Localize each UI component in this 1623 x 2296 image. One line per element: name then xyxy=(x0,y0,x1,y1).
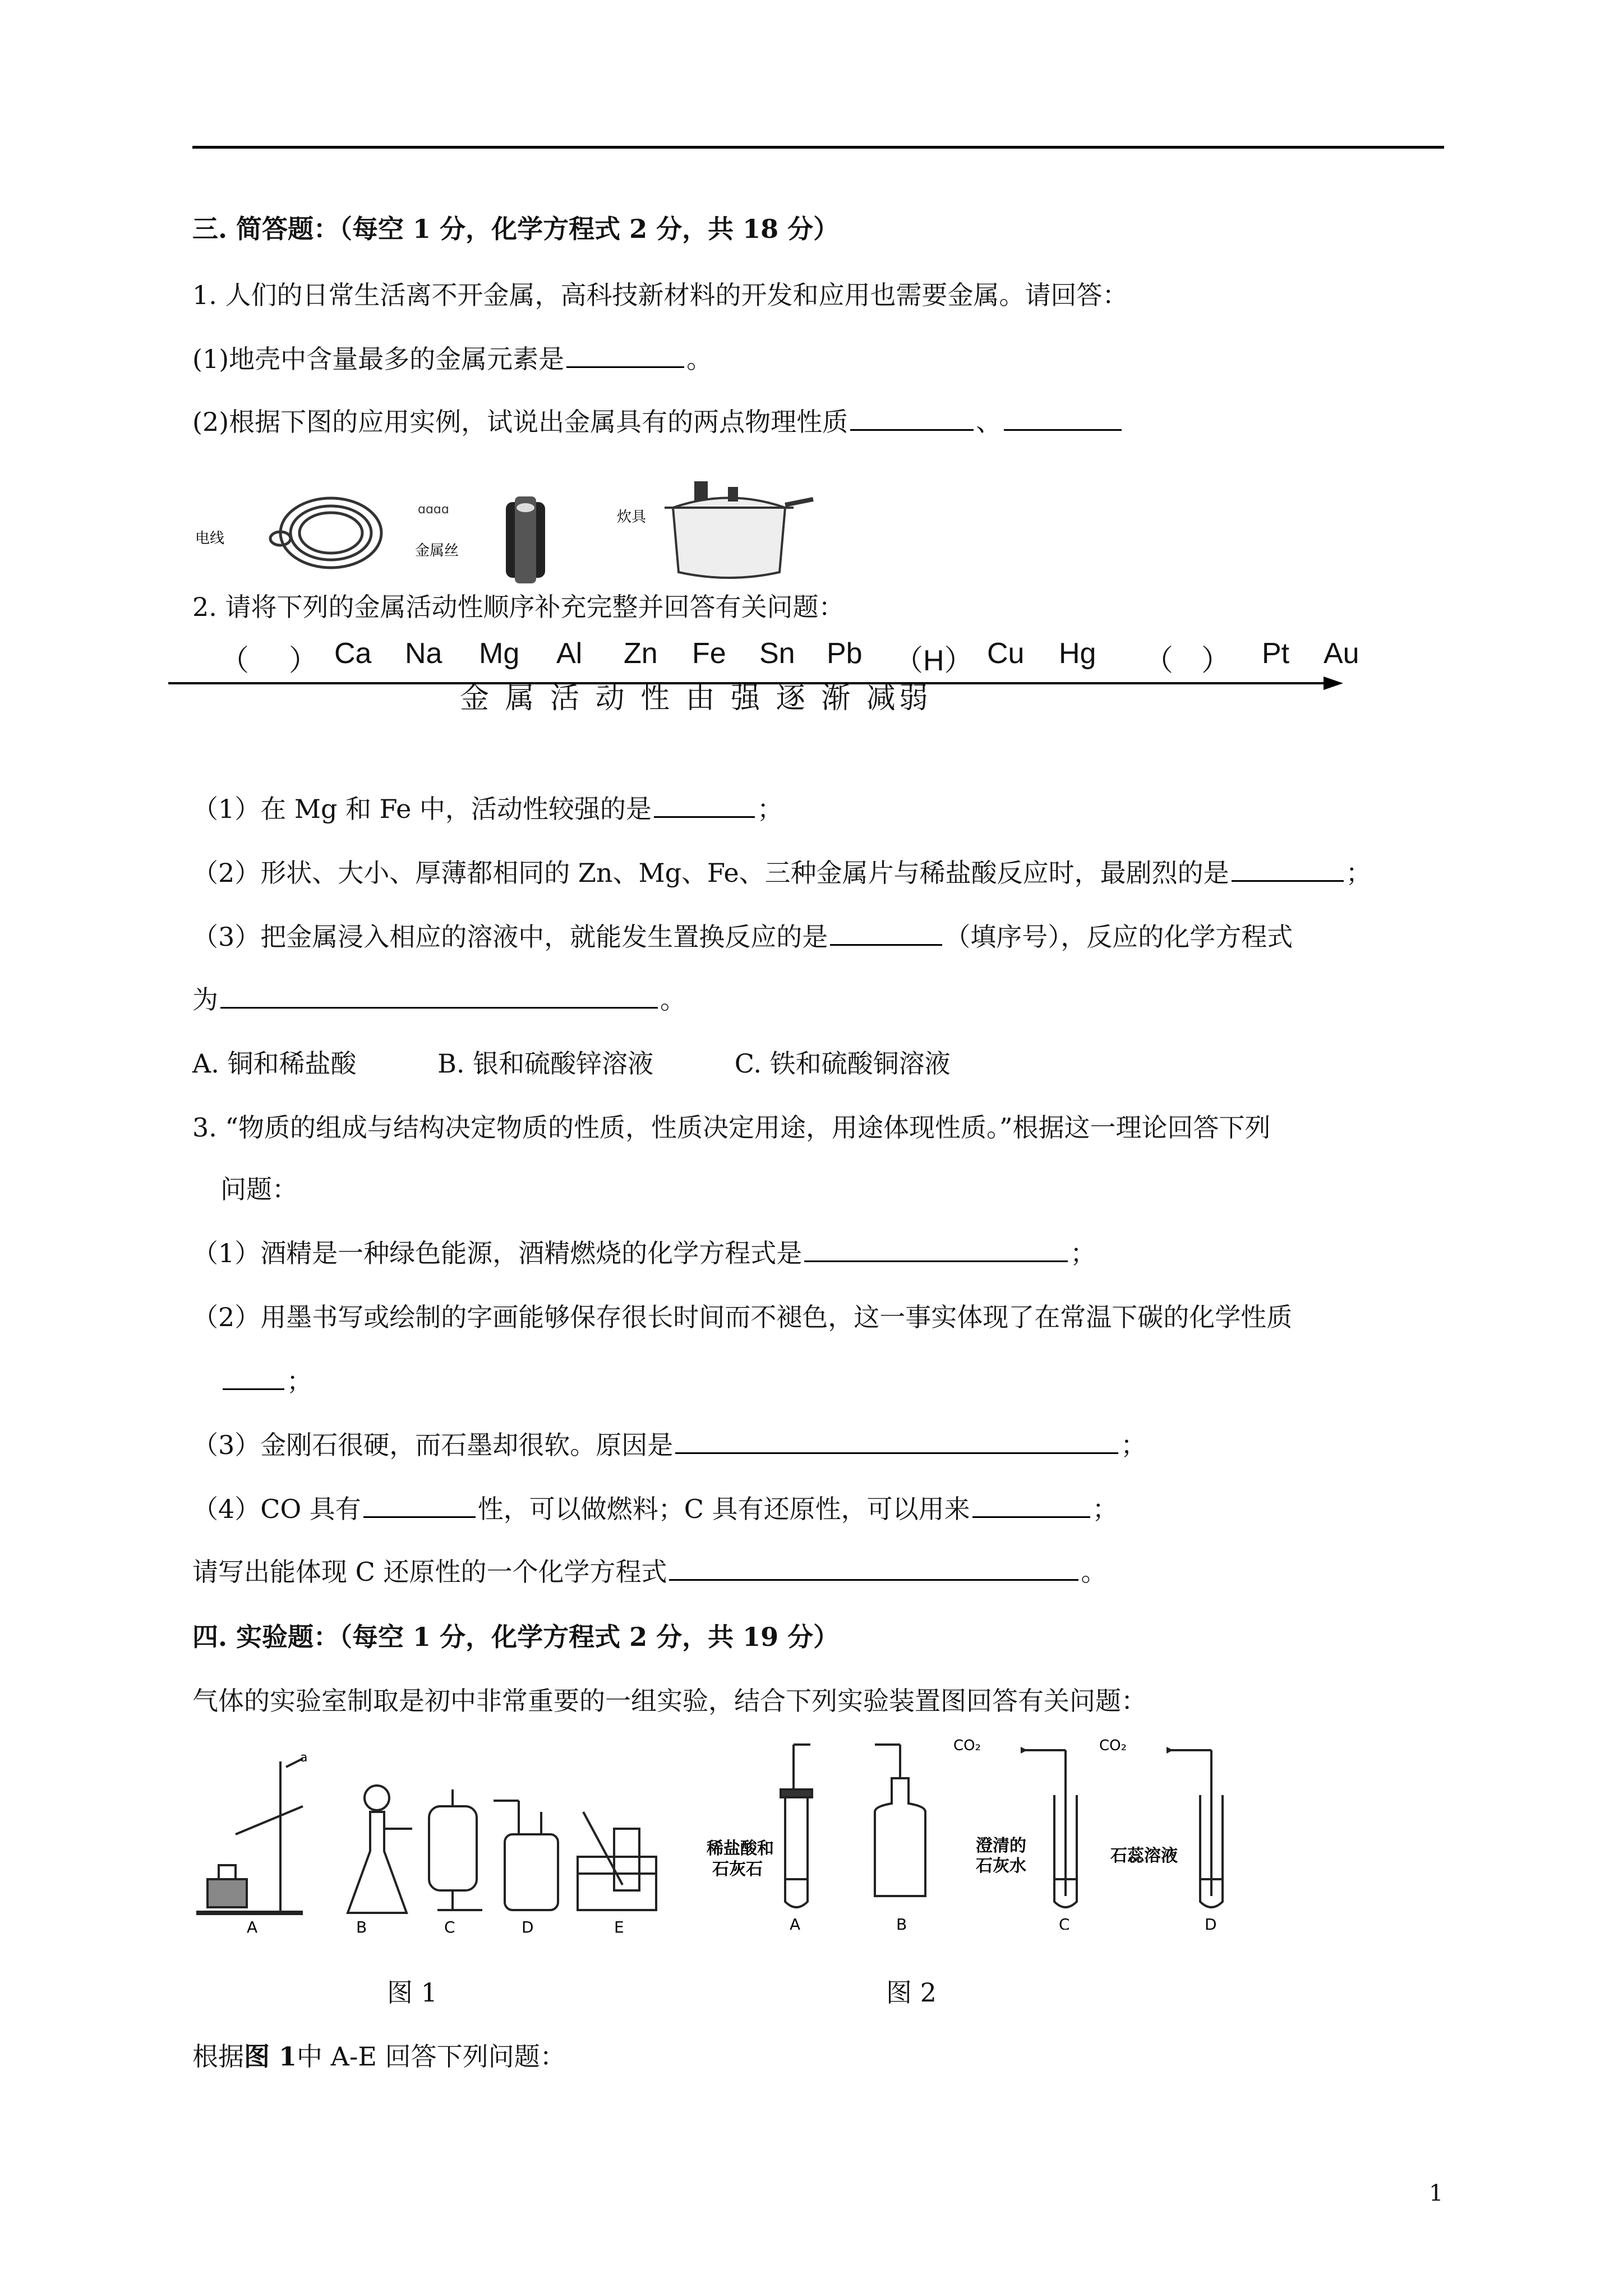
fig2-letter: A xyxy=(790,1915,801,1930)
answer-blank[interactable] xyxy=(1232,858,1344,882)
figure1-caption: 图 1 xyxy=(387,1977,437,2008)
q2-part3: （3）把金属浸入相应的溶液中，就能发生置换反应的是 （填序号），反应的化学方程式 xyxy=(192,922,1293,952)
fig1-letter: E xyxy=(614,1918,624,1935)
header-rule xyxy=(192,146,1444,149)
q3-part2: （2）用墨书写或绘制的字画能够保存很长时间而不褪色，这一事实体现了在常温下碳的化学性质 xyxy=(192,1302,1293,1332)
q1-stem: 1. 人们的日常生活离不开金属，高科技新材料的开发和应用也需要金属。请回答： xyxy=(192,280,1128,310)
label-acid: 稀盐酸和 xyxy=(707,1839,774,1858)
q3-part3: （3）金刚石很硬，而石墨却很软。原因是 ； xyxy=(192,1430,1147,1460)
series-item: （H） xyxy=(894,645,974,677)
q2-part2: （2）形状、大小、厚薄都相同的 Zn、Mg、Fe、三种金属片与稀盐酸反应时，最剧烈的是 ； xyxy=(192,858,1372,888)
answer-blank[interactable] xyxy=(669,1557,1078,1581)
series-item: ） xyxy=(289,645,319,677)
section4-intro: 气体的实验室制取是初中非常重要的一组实验，结合下列实验装置图回答有关问题： xyxy=(192,1686,1147,1716)
series-item: Mg xyxy=(479,637,520,670)
q3-part1: （1）酒精是一种绿色能源，酒精燃烧的化学方程式是 ； xyxy=(192,1238,1096,1268)
option-b: B. 银和硫酸锌溶液 xyxy=(437,1048,654,1079)
q3-part5: 请写出能体现 C 还原性的一个化学方程式 。 xyxy=(192,1557,1107,1587)
label-co2: CO₂ xyxy=(953,1737,981,1754)
label-litmus: 石蕊溶液 xyxy=(1110,1846,1178,1866)
label-cookware: 炊具 xyxy=(617,509,647,526)
wire-coil-icon xyxy=(270,498,381,568)
answer-blank[interactable] xyxy=(850,407,974,431)
q2-stem: 2. 请将下列的金属活动性顺序补充完整并回答有关问题： xyxy=(192,592,845,622)
series-item: Hg xyxy=(1059,637,1096,670)
fig1-letter: D xyxy=(522,1918,534,1935)
fig1-letter: B xyxy=(356,1918,367,1935)
answer-blank[interactable] xyxy=(220,984,658,1009)
series-item: ） xyxy=(1201,645,1231,677)
answer-blank[interactable] xyxy=(804,1238,1068,1262)
metal-uses-figure xyxy=(191,454,819,583)
label-co2: CO₂ xyxy=(1099,1737,1127,1754)
q1-part1: (1)地壳中含量最多的金属元素是 。 xyxy=(192,344,713,374)
q1-part2: (2)根据下图的应用实例，试说出金属具有的两点物理性质 、 xyxy=(192,405,1124,439)
fig2-letter: D xyxy=(1205,1915,1217,1930)
label-limestone: 石灰石 xyxy=(712,1860,763,1879)
fig2-letter: C xyxy=(1059,1915,1070,1930)
series-item: Al xyxy=(556,637,583,670)
label-clear: 澄清的 xyxy=(976,1836,1026,1856)
answer-blank[interactable] xyxy=(363,1494,476,1518)
fig2-letter: B xyxy=(896,1915,907,1930)
q3-stem: 3. “物质的组成与结构决定物质的性质，性质决定用途，用途体现性质。”根据这一理论回答下列 xyxy=(192,1112,1271,1143)
figure1-apparatus xyxy=(191,1745,695,1935)
answer-blank[interactable] xyxy=(566,344,684,368)
q2-part3-equation: 为 。 xyxy=(192,984,686,1015)
label-metal-wire: 金属丝 xyxy=(415,542,459,559)
answer-blank[interactable] xyxy=(675,1430,1118,1454)
series-item: Au xyxy=(1324,637,1359,670)
label-a: a xyxy=(300,1751,308,1765)
series-item: （ xyxy=(1144,645,1174,677)
option-a: A. 铜和稀盐酸 xyxy=(192,1048,357,1079)
series-item: Fe xyxy=(692,637,726,670)
fig1-letter: C xyxy=(444,1918,455,1935)
answer-blank[interactable] xyxy=(654,794,755,818)
answer-blank[interactable] xyxy=(972,1494,1090,1518)
series-item: Pt xyxy=(1262,637,1290,670)
q2-part1: （1）在 Mg 和 Fe 中，活动性较强的是 ； xyxy=(192,794,783,824)
series-item: Ca xyxy=(334,637,372,670)
fig1-letter: A xyxy=(247,1918,258,1935)
q2-options xyxy=(192,1047,951,1080)
series-item: Cu xyxy=(987,637,1025,670)
svg-text:ɑɑɑɑ: ɑɑɑɑ xyxy=(418,503,449,517)
q3-stem-cont: 问题： xyxy=(220,1174,298,1204)
option-c: C. 铁和硫酸铜溶液 xyxy=(734,1048,951,1079)
q3-part4: （4）CO 具有 性，可以做燃料；C 具有还原性，可以用来 ； xyxy=(192,1494,1118,1524)
section3-title: 三. 简答题：（每空 1 分，化学方程式 2 分，共 18 分） xyxy=(192,214,840,244)
label-limewater: 石灰水 xyxy=(976,1856,1026,1876)
pressure-cooker-icon xyxy=(665,482,813,578)
activity-series xyxy=(0,637,1623,676)
series-item: Zn xyxy=(624,637,658,670)
figure2-apparatus xyxy=(684,1728,1279,1930)
series-item: （ xyxy=(220,645,250,677)
answer-blank[interactable] xyxy=(830,922,942,946)
section4-title: 四. 实验题：（每空 1 分，化学方程式 2 分，共 19 分） xyxy=(192,1622,840,1652)
activity-arrow-label: 金 属 活 动 性 由 强 逐 渐 减弱 xyxy=(460,682,932,715)
series-item: Pb xyxy=(827,637,863,670)
section4-prompt: 根据图 1中 A-E 回答下列问题： xyxy=(192,2041,566,2072)
spool-icon xyxy=(506,496,545,583)
figure2-caption: 图 2 xyxy=(886,1977,937,2008)
label-wire: 电线 xyxy=(195,530,225,547)
answer-blank[interactable] xyxy=(1004,407,1122,431)
page-number: 1 xyxy=(1429,2180,1444,2206)
series-item: Sn xyxy=(759,637,795,670)
series-item: Na xyxy=(405,637,442,670)
answer-blank[interactable] xyxy=(223,1366,284,1390)
q3-part2-answer: ； xyxy=(220,1364,312,1398)
